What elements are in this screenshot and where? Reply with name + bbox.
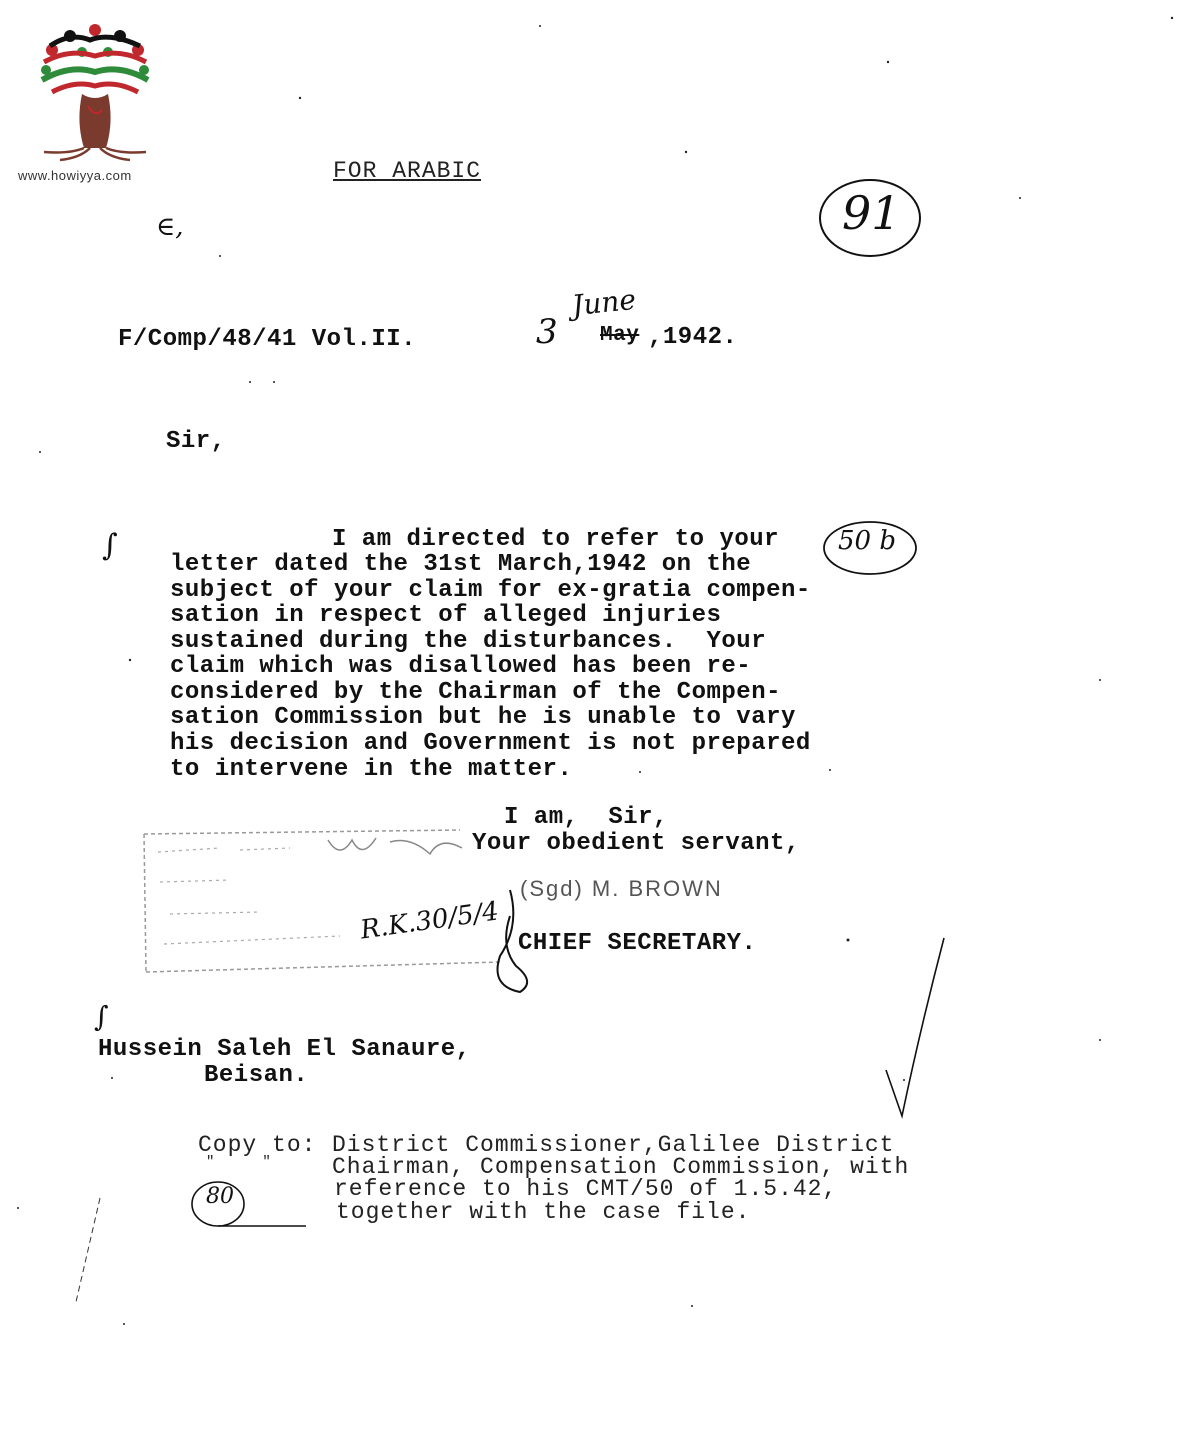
closing-title: CHIEF SECRETARY. xyxy=(518,930,757,957)
howiyya-logo xyxy=(18,22,160,183)
margin-note: 50 b xyxy=(838,526,896,556)
copy-circled-number: 80 xyxy=(206,1184,234,1209)
signature-stamp: (Sgd) M. BROWN xyxy=(520,876,723,901)
body-line: I am directed to refer to your xyxy=(332,526,780,553)
copy-to-line: together with the case file. xyxy=(336,1199,751,1225)
for-arabic-label: FOR ARABIC xyxy=(333,158,482,184)
margin-mark: ∫ xyxy=(102,528,118,563)
closing-line-1: I am, Sir, xyxy=(504,804,668,831)
body-line: sation in respect of alleged injuries xyxy=(170,602,722,629)
body-line: his decision and Government is not prepared xyxy=(170,730,811,757)
body-line: subject of your claim for ex-gratia compen- xyxy=(170,577,811,604)
body-line: sustained during the disturbances. Your xyxy=(170,628,767,655)
body-line: letter dated the 31st March,1942 on the xyxy=(170,551,752,578)
check-mark-icon xyxy=(880,930,950,1120)
addressee-mark: ∫ xyxy=(94,1000,109,1033)
addressee-place: Beisan. xyxy=(204,1062,309,1089)
closing-line-2: Your obedient servant, xyxy=(472,830,800,857)
body-line: sation Commission but he is unable to vary xyxy=(170,704,796,731)
copy-to-line: District Commissioner,Galilee District xyxy=(332,1132,895,1158)
copy-to-label: Copy to: xyxy=(198,1132,317,1158)
body-line: considered by the Chairman of the Compen- xyxy=(170,679,781,706)
date-month-struck: May xyxy=(600,324,640,347)
addressee-name: Hussein Saleh El Sanaure, xyxy=(98,1036,471,1063)
date-day: 3 xyxy=(536,312,558,352)
handwritten-mark: ∈, xyxy=(156,212,184,242)
logo-url: www.howiyya.com xyxy=(18,168,132,183)
file-reference: F/Comp/48/41 Vol.II. xyxy=(118,326,417,353)
tree-logo-icon xyxy=(30,22,160,172)
salutation: Sir, xyxy=(166,428,226,455)
date-year: ,1942. xyxy=(648,324,738,351)
copy-to-ditto: " " xyxy=(206,1154,272,1170)
handwritten-initials: R.K.30/5/4 xyxy=(358,896,501,946)
folio-number: 91 xyxy=(842,186,901,240)
margin-stroke xyxy=(72,1196,112,1306)
copy-to-line: Chairman, Compensation Commission, with xyxy=(332,1154,910,1180)
copy-to-line: reference to his CMT/50 of 1.5.42, xyxy=(334,1176,838,1202)
date-month-handwritten: June xyxy=(570,282,638,323)
body-line: claim which was disallowed has been re- xyxy=(170,653,752,680)
body-line: to intervene in the matter. xyxy=(170,756,573,783)
